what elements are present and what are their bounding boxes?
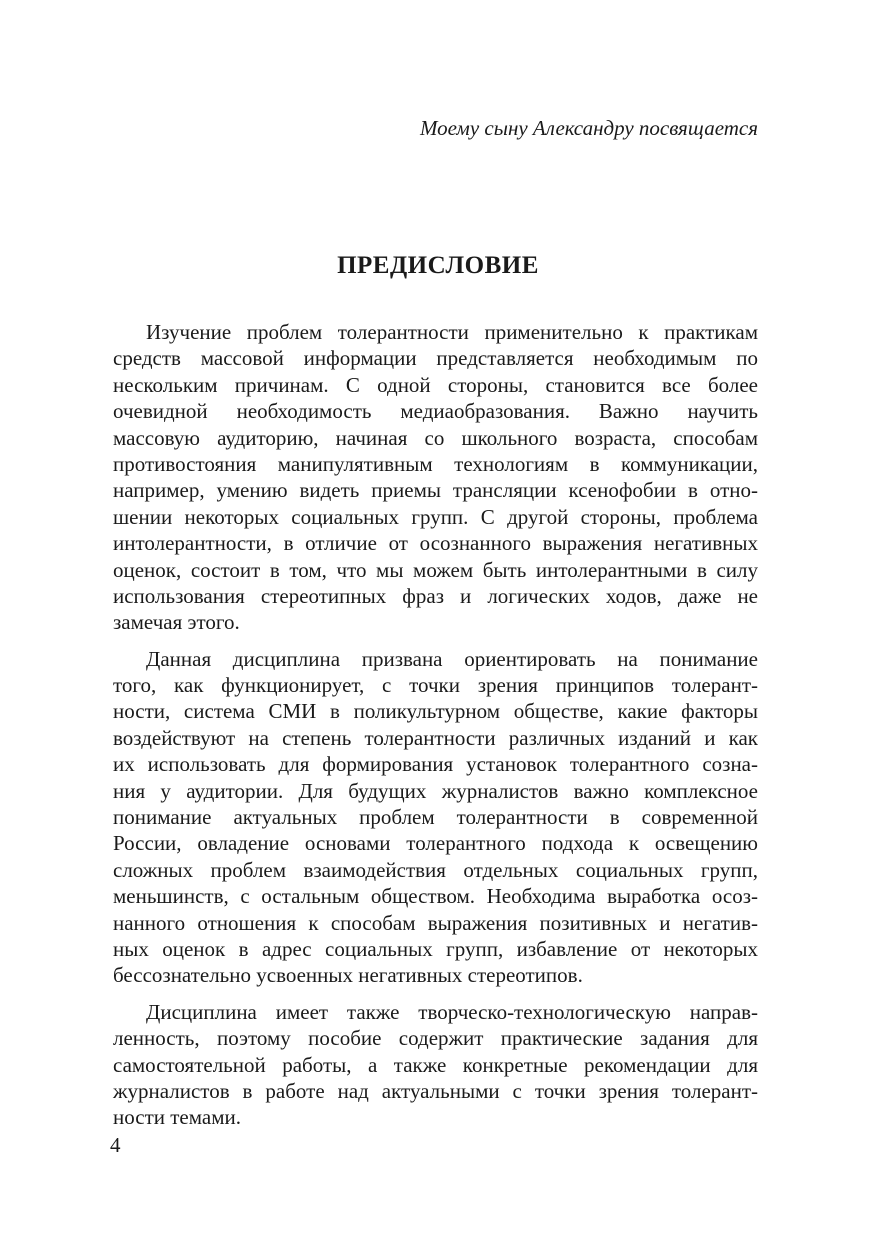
text-line: ности темами. bbox=[113, 1105, 241, 1130]
text-line: использования стереотипных фраз и логических ходов, даже не bbox=[113, 583, 758, 608]
text-line: ных оценок в адрес социальных групп, избавление от некоторых bbox=[113, 936, 758, 961]
text-line: воздействуют на степень толерантности различных изданий и как bbox=[113, 725, 758, 750]
paragraph bbox=[113, 646, 758, 989]
text-line: самостоятельной работы, а также конкретные рекомендации для bbox=[113, 1052, 758, 1077]
text-line: того, как функционирует, с точки зрения принципов толерант- bbox=[113, 673, 758, 698]
text-line: очевидной необходимость медиаобразования. Важно научить bbox=[113, 399, 758, 424]
text-line: Изучение проблем толерантности применительно к практикам bbox=[146, 320, 758, 344]
text-line: Данная дисциплина призвана ориентировать на понимание bbox=[146, 646, 758, 671]
text-line: бессознательно усвоенных негативных стереотипов. bbox=[113, 963, 583, 988]
text-line: меньшинств, с остальным обществом. Необходима выработка осоз- bbox=[113, 884, 758, 909]
text-line: например, умению видеть приемы трансляции ксенофобии в отно- bbox=[113, 478, 758, 503]
text-line: понимание актуальных проблем толерантности в современной bbox=[113, 805, 758, 830]
text-line: России, овладение основами толерантного подхода к освещению bbox=[113, 831, 758, 856]
text-line: ленность, поэтому пособие содержит практические задания для bbox=[113, 1026, 758, 1051]
paragraph bbox=[113, 999, 758, 1131]
paragraph-gap bbox=[113, 636, 758, 646]
text-line: средств массовой информации представляется необходимым по bbox=[113, 346, 758, 371]
text-line: нескольким причинам. С одной стороны, становится все более bbox=[113, 372, 758, 397]
text-line: оценок, состоит в том, что мы можем быть интолерантными в силу bbox=[113, 557, 758, 582]
text-line: массовую аудиторию, начиная со школьного возраста, способам bbox=[113, 425, 758, 450]
preface-body bbox=[113, 319, 758, 1131]
paragraph-gap bbox=[113, 989, 758, 999]
text-line: нанного отношения к способам выражения позитивных и негатив- bbox=[113, 910, 758, 935]
dedication: Моему сыну Александру посвящается bbox=[419, 116, 758, 140]
text-line: интолерантности, в отличие от осознанного выражения негативных bbox=[113, 531, 758, 556]
text-line: противостояния манипулятивным технологиям в коммуникации, bbox=[113, 451, 758, 476]
text-line: их использовать для формирования установок толерантного созна- bbox=[113, 752, 758, 777]
text-line: журналистов в работе над актуальными с точки зрения толерант- bbox=[113, 1078, 758, 1103]
text-line: замечая этого. bbox=[113, 610, 240, 635]
text-line: Дисциплина имеет также творческо-технологическую направ- bbox=[146, 999, 758, 1024]
paragraph bbox=[113, 319, 758, 636]
text-line: сложных проблем взаимодействия отдельных социальных групп, bbox=[113, 857, 758, 882]
text-line: ния у аудитории. Для будущих журналистов важно комплексное bbox=[113, 778, 758, 803]
page-title: ПРЕДИСЛОВИЕ bbox=[337, 252, 539, 279]
text-line: шении некоторых социальных групп. С другой стороны, проблема bbox=[113, 504, 758, 529]
page-number: 4 bbox=[110, 1133, 121, 1157]
text-line: ности, система СМИ в поликультурном обществе, какие факторы bbox=[113, 699, 758, 724]
